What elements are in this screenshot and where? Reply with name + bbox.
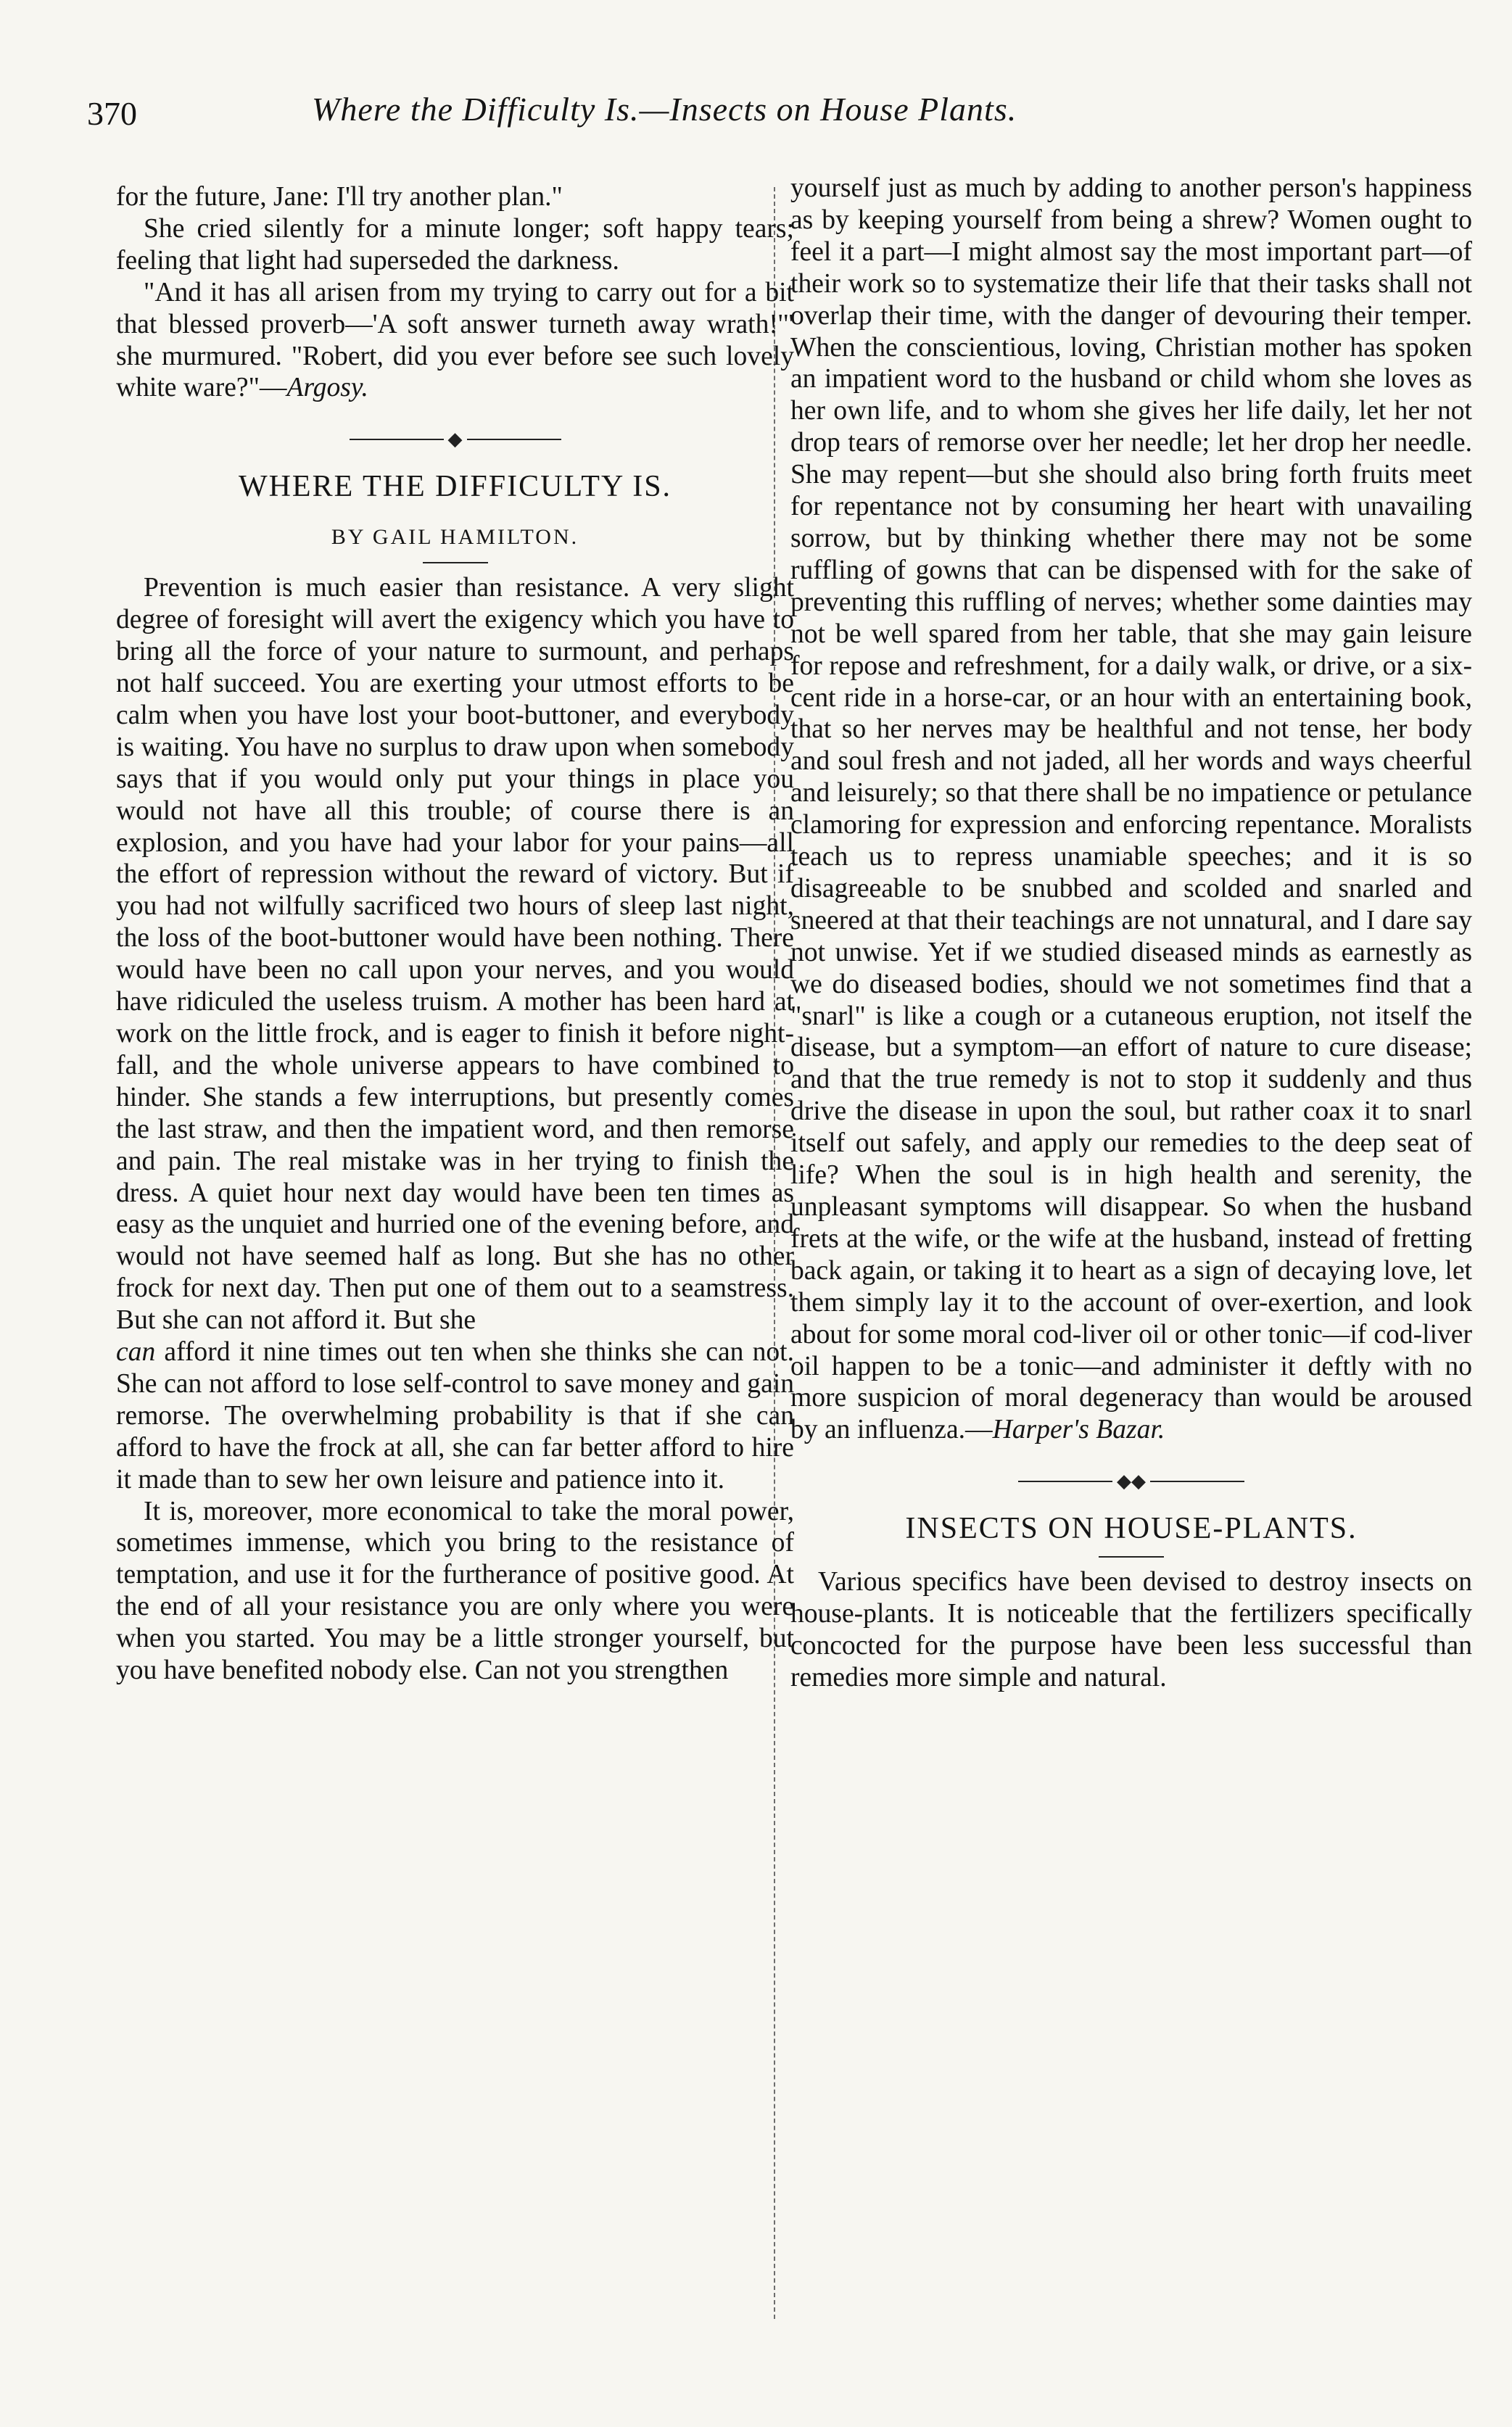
story-text: "And it has all arisen from my trying to carry out for a bit that blessed proverb—'A soft answer turneth away wrath!'" she murmured. "Robert, did you ever before see such lovely white ware?"— [116, 277, 794, 403]
article-source: Harper's Bazar. [992, 1415, 1165, 1445]
running-head [87, 86, 1218, 136]
article-paragraph: It is, moreover, more economical to take the moral power, sometimes immense, which you bring to the resistance of temptation, and use it for the furtherance of positive good. At the end of all your resistance you are only where you were when you started. You may be a little stronger yourself, but you have benefited nobody else. Can not you strengthen [116, 1496, 794, 1686]
second-article-paragraph: Various specifics have been devised to destroy insects on house-plants. It is noticeable that the fertilizers specifically concocted for the purpose have been less successful than remedies more simple and natural. [790, 1567, 1472, 1692]
title-rule [1099, 1556, 1164, 1558]
article-text: yourself just as much by adding to another person's happiness as by keeping yourself from being a shrew? Women ought to feel it a part—I might almost say the most important part—of their work so to systematize their life that their tasks shall not overlap their time, with the danger of devouring their temper. When the conscientious, loving, Christian mother has spoken an impatient word to the husband or child whom she loves as her own life, and to whom she gives her life daily, let her not drop tears of remorse over her needle; let her drop her needle. She may repent—but she should also bring forth fruits meet for repentance not by consuming her heart with unavailing sorrow, but by thinking whether there may not be some ruffling of gowns that can be dispensed with for the sake of preventing this ruffling of nerves; whether some dainties may not be well spared from her table, that she may gain leisure for repose and refreshment, for a daily walk, or drive, or a six-cent ride in a horse-car, or an hour with an entertaining book, that so her nerves may be healthful and not tense, her body and soul fresh and not jaded, all her words and ways cheerful and leisurely; so that there shall be no impatience or petulance clamoring for expression and enforcing repentance. Moralists teach us to repress unamiable speeches; and it is so disagreeable to be snubbed and scolded and snarled and sneered at that their teachings are not unnatural, and I dare say not unwise. Yet if we studied diseased minds as earnestly as we do diseased bodies, should we not sometimes find that a "snarl" is like a cough or a cutaneous eruption, not itself the disease, but a symptom—an effort of nature to cure disease; and that the true remedy is not to stop it suddenly and thus drive the disease in upon the soul, but rather coax it to snarl itself out safely, and apply our remedies to the deep seat of life? When the soul is in high health and serenity, the unpleasant symptoms will disappear. So when the husband frets at the wife, or the wife at the husband, instead of fretting back again, or taking it to heart as a sign of decaying love, let them simply lay it to the account of over-exertion, and look about for some moral cod-liver oil or other tonic—if cod-liver oil happen to be a tonic—and administer it deftly with no more suspicion of moral degeneracy than would be aroused by an influenza.— [790, 173, 1472, 1445]
ornament-line [1018, 1481, 1112, 1482]
ornament-diamond-icon: ◆ [447, 429, 463, 450]
story-source: Argosy. [286, 373, 368, 403]
running-title: Where the Difficulty Is.—Insects on House Plants. [312, 91, 1017, 128]
left-column [116, 181, 794, 1687]
right-column [790, 173, 1472, 1694]
ornament-line [1150, 1481, 1244, 1482]
article-paragraph-continued [790, 173, 1472, 1446]
article-paragraph-continued [116, 1336, 794, 1496]
article-text: afford it nine times out ten when she thinks she can not. She can not afford to lose self-control to save money and gain remorse. The overwhelming probability is that if she can afford to have the frock at all, she can far better afford to hire it made than to sew her own leisure and patience into it. [116, 1337, 794, 1494]
section-ornament [116, 429, 794, 449]
section-ornament [790, 1471, 1472, 1491]
article-byline: BY GAIL HAMILTON. [331, 525, 579, 550]
byline-rule [423, 562, 488, 563]
story-paragraph [116, 277, 794, 405]
ornament-line [467, 439, 561, 440]
ornament-diamond-icon: ◆◆ [1117, 1471, 1146, 1492]
article-paragraph: Prevention is much easier than resistance. A very slight degree of foresight will avert the exigency which you have to bring all the force of your nature to surmount, and perhaps not half succeed. You are exerting your utmost efforts to be calm when you have lost your boot-buttoner, and everybody is waiting. You have no surplus to draw upon when somebody says that if you would only put your things in place you would not have all this trouble; of course there is an explosion, and you have had your labor for your pains—all the effort of repression without the reward of victory. But if you had not wilfully sacrificed two hours of sleep last night, the loss of the boot-buttoner would have been nothing. There would have been no call upon your nerves, and you would have ridiculed the useless truism. A mother has been hard at work on the little frock, and is eager to finish it before night-fall, and the whole universe appears to have combined to hinder. She stands a few interruptions, but presently comes the last straw, and then the impatient word, and then remorse and pain. The real mistake was in her trying to finish the dress. A quiet hour next day would have been ten times as easy as the unquiet and hurried one of the evening before, and would not have seemed half as long. But she has no other frock for next day. Then put one of them out to a seamstress. But she can not afford it. But she [116, 573, 794, 1336]
ornament-line [350, 439, 444, 440]
story-paragraph: She cried silently for a minute longer; soft happy tears; feeling that light had superseded the darkness. [116, 213, 794, 276]
emphasis-word: can [116, 1337, 156, 1368]
second-article-title: INSECTS ON HOUSE-PLANTS. [905, 1512, 1358, 1546]
page-number: 370 [87, 95, 137, 132]
story-paragraph: for the future, Jane: I'll try another plan." [116, 182, 563, 212]
article-title: WHERE THE DIFFICULTY IS. [238, 470, 672, 504]
